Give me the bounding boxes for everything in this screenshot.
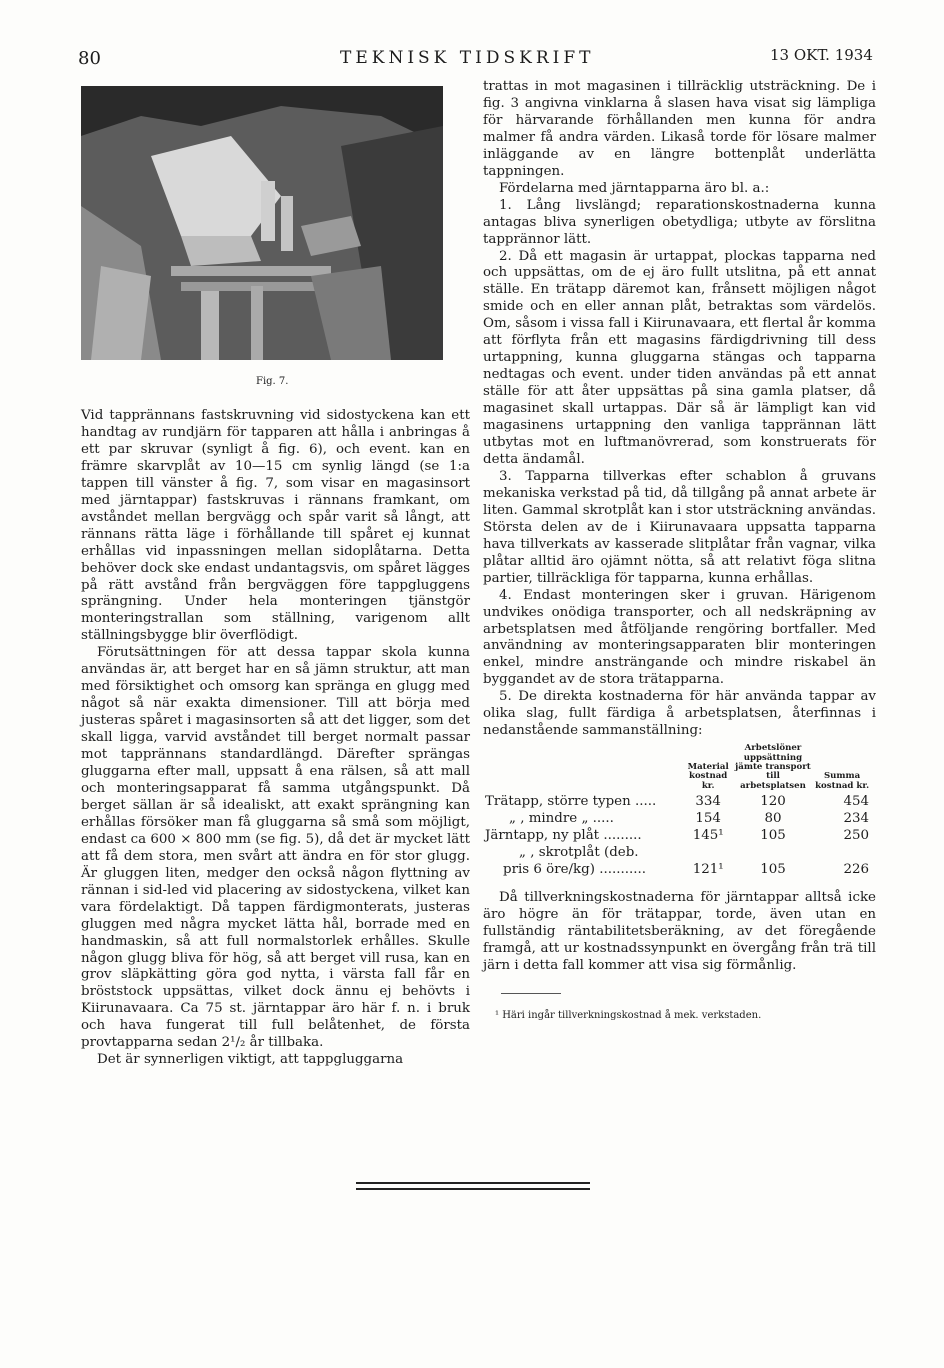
header-material: Material kostnad kr.	[687, 761, 729, 791]
row-material: 121¹	[692, 862, 724, 878]
advantage-5: 5. De direkta kostnaderna för här använda tappar av olika slag, fullt färdiga å arbetsplatsen, återfinnas i nedanstående sammanställning:	[483, 689, 876, 739]
mine-photo-illustration	[81, 86, 443, 360]
table-row	[483, 827, 871, 844]
row-material: 334	[695, 794, 721, 810]
header-label	[483, 744, 684, 793]
row-labor: 120	[760, 794, 786, 810]
cost-table	[483, 744, 871, 878]
row-sum: 454	[843, 794, 869, 810]
table-row	[483, 810, 871, 827]
advantage-3: 3. Tapparna tillverkas efter schablon å gruvans mekaniska verkstad på tid, då tillgång på annat arbete är liten. Gammal skrotplåt kan i stor utsträckning användas. Största delen av de i Kiirunavaara uppsatta tapparna hava tillverkats av kasserade slitplåtar från vagnar, vilka plåtar alltid äro ojämnt nötta, så att relativt föga slitna partier, tillräckliga för tapparna, kunna erhållas.	[483, 468, 876, 586]
row-sum: 234	[843, 811, 869, 827]
header-labor: Arbetslöner uppsättning jämte transport till arbetsplatsen	[735, 743, 811, 791]
table-row	[483, 793, 871, 810]
table-row	[483, 844, 871, 861]
journal-title: TEKNISK TIDSKRIFT	[340, 48, 595, 68]
row-material: 145¹	[692, 828, 724, 844]
left-paragraph-3: Det är synnerligen viktigt, att tappgluggarna	[97, 1052, 404, 1068]
row-labor	[733, 844, 813, 861]
footnote: ¹ Häri ingår tillverkningskostnad å mek. verkstaden.	[495, 1009, 762, 1021]
row-labor: 105	[760, 828, 786, 844]
issue-date: 13 OKT. 1934	[770, 46, 873, 64]
row-labor: 80	[764, 811, 782, 827]
row-label: pris 6 öre/kg) ...........	[503, 862, 647, 878]
row-sum: 250	[843, 828, 869, 844]
header-sum: Summa kostnad kr.	[815, 771, 870, 791]
advantage-1: 1. Lång livslängd; reparationskostnaderna kunna antagas bliva synerligen obetydliga; utbyte av förslitna tapprännor lätt.	[483, 197, 876, 247]
left-paragraph-1: Vid tapprännans fastskruvning vid sidostyckena kan ett handtag av rundjärn för tapparen att hålla i anbringas å ett par skruvar (synligt å fig. 6), och event. kan en främre skarvplåt av 10—15 cm synlig längd (se 1:a tappen till vänster å fig. 7, som visar en magasinsort med järntappar) fastskruvas i rännans framkant, om avståndet mellan bergvägg och spår varit så långt, att rännans rätta läge i förhållande till spåret ej kunnat erhållas vid inpassningen mellan sidoplåtarna. Detta behöver dock ske endast undantagsvis, om spåret lägges på rätt avstånd från bergväggen före tappgluggens sprängning. Under hela monteringen tjänstgör monteringstrallan som ställning, varigenom allt ställningsbygge blir överflödigt.	[81, 408, 470, 644]
row-label: „ , mindre „ .....	[509, 811, 614, 827]
end-rule-top	[356, 1182, 590, 1184]
page-header	[0, 44, 944, 74]
left-column	[81, 408, 470, 1069]
right-column	[483, 79, 876, 1025]
row-material: 154	[695, 811, 721, 827]
advantage-4: 4. Endast monteringen sker i gruvan. Härigenom undvikes onödiga transporter, och all nedskräpning av arbetsplatsen med åtföljande rengöring bortfaller. Med användning av monteringsapparaten blir monteringen enkel, mindre ansträngande och mindre riskabel än byggandet av de stora trätapparna.	[483, 587, 876, 688]
right-paragraph-1: trattas in mot magasinen i tillräcklig utsträckning. De i fig. 3 angivna vinklarna å slasen hava visat sig lämpliga för härvarande förhållanden men kunna för andra malmer få andra värden. Likaså torde för lösare malmer inläggande av en längre bottenplåt underlätta tappningen.	[483, 79, 876, 179]
row-material	[684, 844, 733, 861]
row-label: „ , skrotplåt (deb.	[519, 845, 639, 861]
footnote-rule	[501, 993, 561, 994]
row-label: Järntapp, ny plåt .........	[485, 828, 642, 844]
cost-table-header	[483, 744, 871, 793]
page-number: 80	[78, 48, 101, 69]
right-paragraph-2: Fördelarna med järntapparna äro bl. a.:	[499, 180, 770, 196]
table-row	[483, 861, 871, 878]
row-sum	[813, 844, 871, 861]
left-paragraph-2: Förutsättningen för att dessa tappar skola kunna användas är, att berget har en så jämn struktur, att man med försiktighet och omsorg kan spränga en glugg med något så när exakta dimensioner. Till att börja med justeras spåret i magasinsorten så att det ligger, som det skall ligga, varvid avståndet till berget normalt passar mot tapprännans standardlängd. Därefter sprängas gluggarna efter mall, uppsatt å ena rälsen, så att mall och monteringsapparat få samma utgångspunkt. Då berget sällan är så idealiskt, att exakt sprängning kan erhållas försöker man få gluggarna så små som möjligt, endast ca 600 × 800 mm (se fig. 5), då det är mycket lätt att få dem stora, men svårt att ändra en för stor glugg. Är gluggen liten, medger den också någon flyttning av rännan i sid-led vid placering av sidostyckena, vilket kan vara fördelaktigt. Då tappen färdigmonterats, justeras gluggen med några mycket lätta hål, borrade med en handmaskin, så att full normalstorlek erhålles. Skulle någon glugg bliva för hög, så att berget vill rusa, kan en grov släpkätting göra god nytta, i värsta fall får en bröststock uppsättas, vilket dock ännu ej behövts i Kiirunavaara. Ca 75 st. järntappar äro här f. n. i bruk och hava fungerat till full belåtenhet, de första provtapparna sedan 2¹/₂ år tillbaka.	[81, 645, 470, 1051]
row-label: Trätapp, större typen .....	[485, 794, 657, 810]
figure-caption: Fig. 7.	[256, 376, 289, 387]
advantage-2: 2. Då ett magasin är urtappat, plockas tapparna ned och uppsättas, om de ej äro fullt utslitna, på ett annat ställe. En trätapp däremot kan, frånsett möjligen något smide och en eller annan plåt, betraktas som värdelös. Om, såsom i vissa fall i Kiirunavaara, ett flertal år komma att förflyta från ett magasins färdigdrivning till dess urtappning, kunna gluggarna stängas och tapparna nedtagas och event. under tiden användas på ett annat ställe för att åter uppsättas på sina gamla platser, då magasinet skall urtappas. Där så är lämpligt kan vid magasinens urtappning den vanliga tapprännan lätt utbytas mot en luftmanövrerad, som konstruerats för detta ändamål.	[483, 248, 876, 467]
figure-photo	[81, 86, 443, 360]
row-labor: 105	[760, 862, 786, 878]
conclusion-paragraph: Då tillverkningskostnaderna för järntappar alltså icke äro högre än för trätappar, torde, även utan en fullständig räntabilitetsberäkning, av det föregående framgå, att ur kostnadssynpunkt en övergång från trä till järn i detta fall kommer att visa sig förmånlig.	[483, 890, 876, 974]
row-sum: 226	[843, 862, 869, 878]
end-rule-bottom	[356, 1188, 590, 1190]
